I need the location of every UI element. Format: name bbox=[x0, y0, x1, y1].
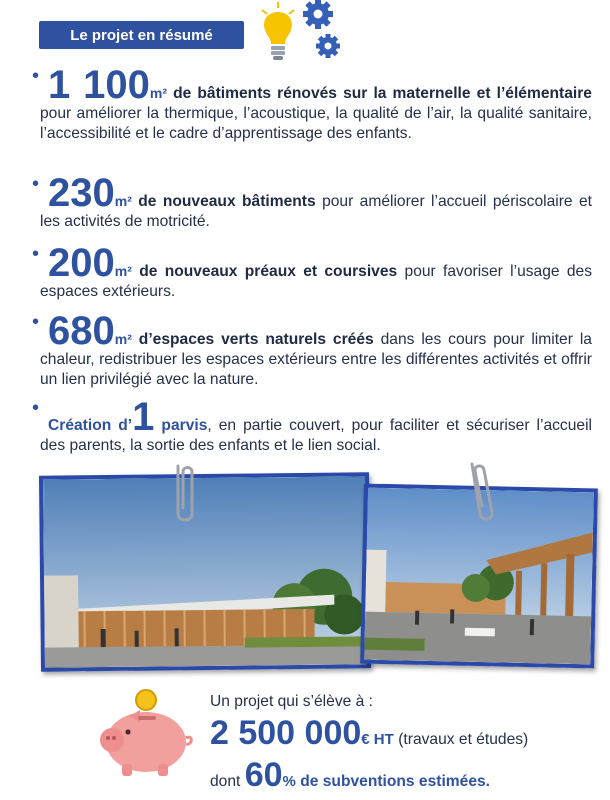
bullet-text: dans les cours pour limiter la chaleur, redistribuer les espaces extérieurs entre les différentes activités et offrir un lien privilégié avec la nature. bbox=[40, 331, 592, 388]
subsidy-percent: 60 bbox=[244, 756, 283, 794]
bullet-bold-text: de nouveaux bâtiments bbox=[138, 193, 316, 210]
summary-subsidy-line bbox=[210, 756, 490, 795]
summary-amount-line bbox=[210, 713, 528, 753]
paperclip-icon bbox=[170, 456, 200, 528]
bullet-number: 680 bbox=[48, 309, 115, 353]
bullet-dot: • bbox=[32, 243, 40, 265]
subsidy-text: de subventions estimées. bbox=[300, 773, 491, 790]
bullet-dot: • bbox=[32, 65, 40, 87]
summary-intro: Un projet qui s’élève à : bbox=[210, 693, 373, 710]
currency-unit: € HT bbox=[361, 731, 394, 748]
section-title-badge bbox=[39, 21, 244, 49]
bullet-dot: • bbox=[32, 397, 40, 419]
subsidy-prefix: dont bbox=[210, 773, 241, 790]
bullet-text: , en partie couvert, pour faciliter et sécuriser l’accueil des parents, la sortie des enfants et le lien social. bbox=[40, 417, 592, 454]
bullet-unit: m² bbox=[114, 331, 132, 347]
bullet-number: 1 100 bbox=[48, 63, 150, 107]
bullet-prefix: Création d’ bbox=[48, 417, 133, 434]
bullet-forecourt bbox=[32, 395, 592, 456]
bullet-bold-text: de bâtiments rénovés sur la maternelle et l’élémentaire bbox=[173, 85, 592, 102]
bullet-number: 230 bbox=[48, 171, 115, 215]
lightbulb-gears-icon bbox=[256, 0, 348, 76]
project-amount: 2 500 000 bbox=[210, 714, 362, 752]
bullet-bold-text: d’espaces verts naturels créés bbox=[138, 331, 374, 348]
bullet-green-spaces bbox=[32, 309, 592, 390]
bullet-number: 1 bbox=[132, 395, 155, 439]
bullet-renovated-buildings bbox=[32, 63, 592, 144]
bullet-unit: m² bbox=[114, 263, 132, 279]
bullet-dot: • bbox=[32, 173, 40, 195]
bullet-text: pour favoriser l’usage des espaces extérieurs. bbox=[40, 263, 593, 300]
bullet-new-covered-areas bbox=[32, 241, 593, 302]
percent-sign: % bbox=[282, 773, 296, 790]
bullet-bold-text: parvis bbox=[161, 417, 208, 434]
bullet-unit: m² bbox=[114, 193, 132, 209]
piggy-bank-icon bbox=[96, 688, 196, 780]
bullet-unit: m² bbox=[149, 85, 167, 101]
bullet-number: 200 bbox=[48, 241, 115, 285]
bullet-dot: • bbox=[32, 311, 40, 333]
section-title: Le projet en résumé bbox=[70, 26, 213, 44]
school-rendering-photo-left bbox=[39, 472, 371, 671]
bullet-bold-text: de nouveaux préaux et coursives bbox=[139, 263, 398, 280]
bullet-new-buildings bbox=[32, 171, 592, 232]
bullet-text: pour améliorer l’accueil périscolaire et les activités de motricité. bbox=[40, 193, 592, 230]
amount-note: (travaux et études) bbox=[398, 731, 529, 748]
paperclip-icon bbox=[462, 456, 496, 528]
bullet-text: pour améliorer la thermique, l’acoustique, la qualité de l’air, la qualité sanitaire, l’accessibilité et le cadre d’apprentissage des enfants. bbox=[40, 105, 592, 142]
